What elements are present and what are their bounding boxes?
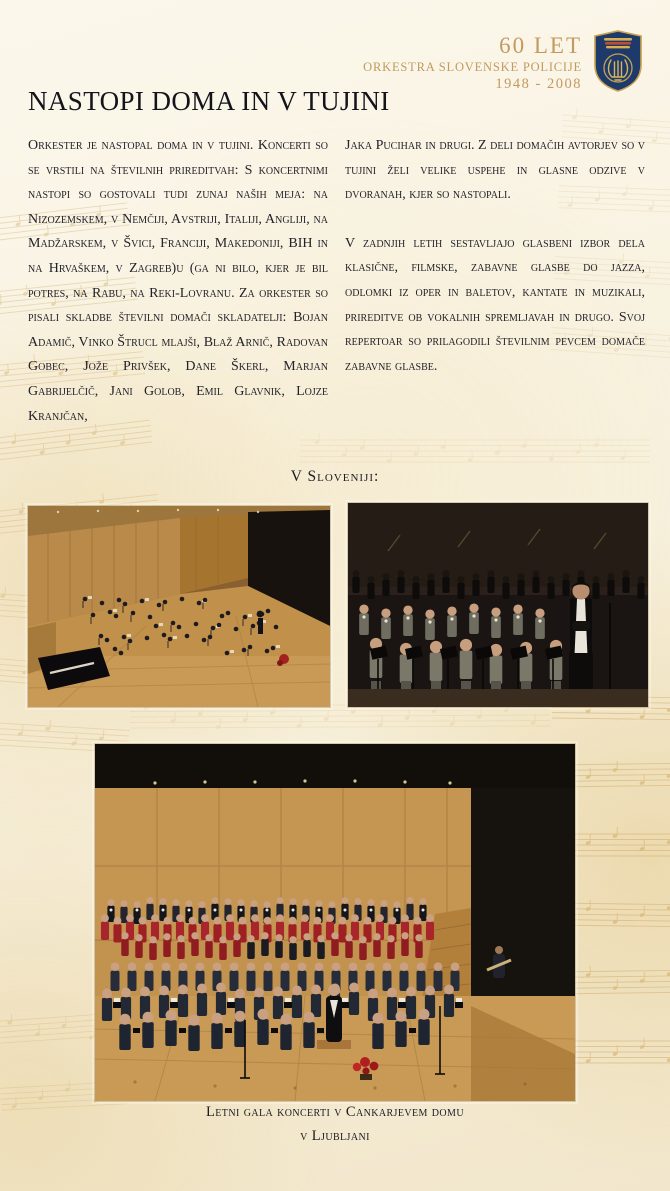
period-label: 1948 - 2008: [495, 75, 582, 92]
section-heading: V Sloveniji:: [290, 468, 380, 485]
orchestra-with-conductor-photo: [348, 503, 648, 707]
paragraph: V zadnjih letih sestavljajo glasbeni izbor dela klasične, filmske, zabavne glasbe do jazza, odlomki iz oper in baletov, kantate in muzikali, prireditve ob vokalnih spremljavah in drugo. Svoj repertoar so prilagodili številnim pevcem domače zabavne glasbe.: [345, 235, 645, 374]
police-orchestra-shield-icon: [592, 30, 644, 92]
page-header: [363, 33, 582, 92]
paragraph: Jaka Pucihar in drugi. Z deli domačih avtorjev so v tujini želi velike uspehe in glasne odzive v dvoranah, kjer so nastopali.: [345, 138, 645, 203]
page-title: NASTOPI DOMA IN V TUJINI: [28, 86, 390, 116]
article-right-column: [345, 134, 645, 453]
caption-line-2: v Ljubljani: [300, 1128, 370, 1144]
photo-caption: [95, 1100, 575, 1148]
article: [28, 134, 646, 453]
anniversary-label: 60 LET: [499, 33, 582, 58]
caption-line-1: Letni gala koncerti v Cankarjevem domu: [206, 1104, 464, 1120]
gala-concert-stage-photo: [95, 744, 575, 1101]
paragraph: Orkester je nastopal doma in v tujini. Koncerti so se vrstili na številnih prireditvah: S koncertnimi nastopi so gostovali tudi zunaj naših meja: na Nizozemskem, v Nemčiji, Avstriji, Italiji, Angliji, na Madžarskem, v Švici, Franciji, Makedoniji, BIH in na Hrvaškem, v Zagreb)u (ga ni bilo, kjer je bil potres, na Rabu, na Reki-Lovranu. Za orkester so pisali skladbe številni domači skladatelji: Bojan Adamič, Vinko Štrucl mlajši, Blaž Arnič, Radovan Gobec, Jože Privšek, Dane Škerl, Marjan Gabrijelčič, Jani Golob, Emil Glavnik, Lojze Kranjčan,: [28, 138, 328, 424]
organization-label: ORKESTRA SLOVENSKE POLICIJE: [363, 59, 582, 74]
concert-hall-orchestra-photo: [28, 506, 330, 707]
conductor-figure: [569, 582, 593, 705]
article-left-column: [28, 134, 328, 453]
